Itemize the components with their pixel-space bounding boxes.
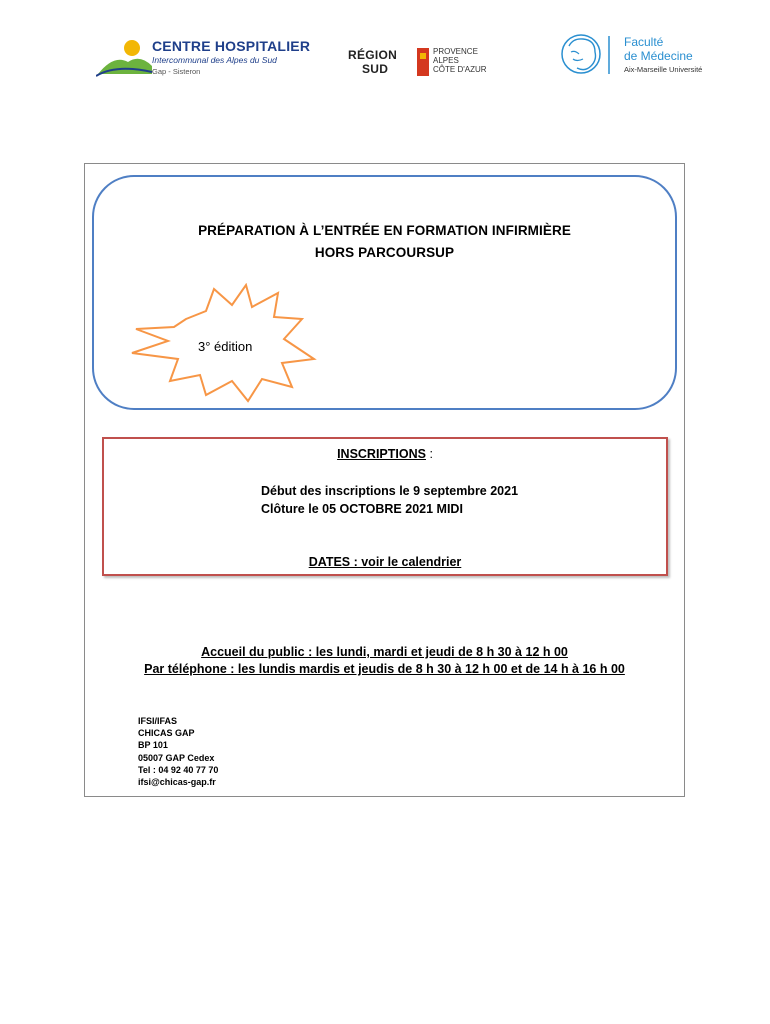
- hospital-logo: [96, 32, 311, 92]
- address-phone: Tel : 04 92 40 77 70: [138, 764, 219, 775]
- region-mark-icon: [417, 48, 429, 76]
- address-email[interactable]: ifsi@chicas-gap.fr: [138, 777, 216, 788]
- faculty-line2: de Médecine: [624, 49, 693, 63]
- hospital-name: CENTRE HOSPITALIER: [152, 38, 311, 54]
- hospital-location: Gap - Sisteron: [152, 67, 201, 76]
- address-line: BP 101: [138, 740, 168, 751]
- inscriptions-start: Début des inscriptions le 9 septembre 2021: [261, 484, 519, 498]
- edition-label: 3° édition: [198, 339, 253, 354]
- faculty-logo: [557, 32, 717, 82]
- faculty-university: Aix-Marseille Université: [624, 65, 703, 74]
- inscriptions-heading: INSCRIPTIONS :: [337, 447, 433, 461]
- title-line2: HORS PARCOURSUP: [314, 245, 455, 260]
- address-line: IFSI/IFAS: [138, 716, 178, 726]
- inscriptions-end: Clôture le 05 OCTOBRE 2021 MIDI: [261, 502, 463, 516]
- address-block: [138, 715, 218, 788]
- address-line: 05007 GAP Cedex: [138, 752, 215, 763]
- hippocrates-head-icon: [557, 32, 619, 78]
- reception-phone: Par téléphone : les lundis mardis et jeudis de 8 h 30 à 12 h 00 et de 14 h à 16 h 00: [144, 662, 625, 676]
- title-line1: PRÉPARATION À L’ENTRÉE EN FORMATION INFIRMIÈRE: [198, 223, 571, 238]
- region-area: PROVENCE ALPES CÔTE D'AZUR: [433, 47, 487, 74]
- address-line: CHICAS GAP: [138, 728, 195, 739]
- region-logo: [345, 42, 485, 82]
- faculty-line1: Faculté: [624, 35, 664, 49]
- dates-link: DATES : voir le calendrier: [308, 555, 462, 569]
- mountain-logo-icon: [96, 36, 154, 80]
- hospital-subtitle: Intercommunal des Alpes du Sud: [152, 55, 277, 65]
- inscriptions-box: [102, 437, 668, 576]
- reception-public: Accueil du public : les lundi, mardi et jeudi de 8 h 30 à 12 h 00: [201, 645, 568, 659]
- region-line1: RÉGION: [348, 48, 398, 62]
- region-line2: SUD: [362, 62, 389, 76]
